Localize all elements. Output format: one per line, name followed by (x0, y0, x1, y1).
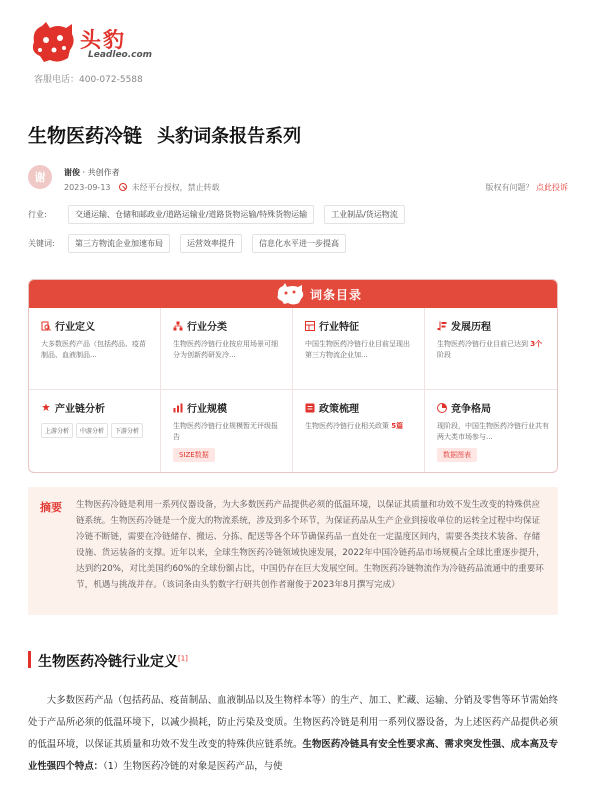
reference-marker[interactable]: [1] (178, 654, 188, 663)
abstract-text: 生物医药冷链是利用一系列仪器设备，为大多数医药产品提供必须的低温环境，以保证其质量和功效不发生改变的特殊供应链系统。生物医药冷链是一个庞大的物流系统，涉及到多个环节，为保证药品从生产企业到接收单位的运转全过程中均保证冷链不断链，需要在冷链储存、搬运、分拣、配送等各个环节确保药品一直处在一定温度区间内，需要各类技术装备、存储设施、货运装备的支撑。近年以来，全球生物医药冷链领域快速发展，2022年中国冷链药品市场规模占全球比重逐步提升，达到约20%，对比美国约60%的全球份额占比，中国仍存在巨大发展空间。生物医药冷链物流作为冷链药品流通中的重要环节，机遇与挑战并存。（该词条由头豹数字行研共创作者谢俊于2023年8月撰写完成） (76, 500, 545, 590)
toc-title: 词条目录 (310, 288, 363, 302)
policy-icon (305, 403, 315, 413)
chain-chips (41, 423, 152, 438)
table-of-contents (28, 279, 558, 473)
author-name-line (64, 167, 120, 178)
toc-item-label: 行业特征 (319, 322, 359, 333)
toc-desc-pre: 生物医药冷链行业相关政策 (305, 422, 392, 430)
leopard-logo-icon (28, 20, 76, 64)
toc-item-desc: 生物医药冷链行业规模暂无评级报告 (173, 422, 278, 441)
keyword-tag[interactable]: 运营效率提升 (180, 234, 242, 253)
toc-item-features[interactable] (293, 308, 425, 390)
toc-desc-highlight: 3个 (530, 340, 543, 348)
bar-chart-icon (173, 403, 183, 413)
toc-item-history[interactable] (425, 308, 557, 390)
copyright-notice: 未经平台授权，禁止转载 (131, 183, 220, 192)
no-entry-icon (119, 183, 127, 191)
report-link[interactable]: 点此投诉 (536, 183, 568, 192)
toc-item-heading (173, 400, 284, 415)
toc-item-heading (305, 400, 416, 415)
toc-item-policy[interactable] (293, 390, 425, 472)
toc-item-heading (173, 318, 284, 333)
toc-item-definition[interactable] (29, 308, 161, 390)
brand-name-cn: 头豹 (80, 28, 126, 52)
copyright-question: 版权有问题？ (485, 183, 534, 192)
toc-item-desc: 中国生物医药冷链行业目前呈现出第三方物流企业加... (305, 340, 410, 359)
industry-tag[interactable]: 工业制品/货运物流 (324, 205, 405, 224)
keyword-row (28, 233, 346, 253)
toc-item-heading (437, 400, 549, 415)
toc-item-heading (41, 318, 152, 333)
toc-item-label: 政策梳理 (319, 404, 359, 415)
industry-label: 行业: (28, 209, 47, 219)
hotline-text: 客服电话：400-072-5588 (34, 75, 143, 85)
keyword-tag[interactable]: 信息化水平进一步提高 (252, 234, 346, 253)
hierarchy-icon (173, 321, 183, 331)
toc-item-label: 竞争格局 (451, 404, 491, 415)
section-accent-bar (28, 651, 31, 668)
abstract-label: 摘要 (40, 501, 62, 514)
section-title (38, 651, 188, 671)
chart-data-badge[interactable]: 数据图表 (437, 448, 477, 462)
search-doc-icon (41, 321, 51, 331)
toc-item-chain[interactable] (29, 390, 161, 472)
publish-date: 2023-09-13 (64, 183, 111, 192)
author-name[interactable]: 谢俊 (64, 168, 80, 177)
toc-item-competition[interactable] (425, 390, 557, 472)
brand-name-en: Leadleo.com (88, 50, 153, 60)
keyword-tag[interactable]: 第三方物流企业加速布局 (68, 234, 170, 253)
author-role: · 共创作者 (80, 168, 120, 177)
section-title-text: 生物医药冷链行业定义 (38, 654, 178, 670)
toc-item-heading (305, 318, 416, 333)
size-data-badge[interactable]: SIZE数据 (173, 448, 215, 462)
body-paragraph (28, 690, 558, 778)
toc-item-heading (41, 400, 152, 415)
toc-item-label: 发展历程 (451, 322, 491, 333)
author-meta (64, 182, 220, 193)
author-row (28, 165, 568, 197)
toc-item-label: 行业定义 (55, 322, 95, 333)
toc-item-label: 行业分类 (187, 322, 227, 333)
toc-desc-highlight: 5篇 (391, 422, 404, 430)
brand-logo[interactable] (28, 20, 158, 65)
toc-item-desc: 现阶段，中国生物医药冷链行业共有两大类市场参与... (437, 422, 549, 441)
pie-icon (437, 403, 447, 413)
toc-desc-pre: 生物医药冷链行业目前已达到 (437, 340, 531, 348)
toc-desc-post: 阶段 (437, 350, 451, 359)
midstream-chip[interactable]: 中游分析 (76, 423, 108, 438)
body-text-tail: （1）生物医药冷链的对象是医药产品，与使 (103, 761, 283, 772)
toc-item-desc (305, 421, 416, 432)
timeline-icon (437, 321, 447, 331)
toc-item-label: 行业规模 (187, 404, 227, 415)
toc-item-scale[interactable] (161, 390, 293, 472)
body-text-main: 大多数医药产品（包括药品、疫苗制品、血液制品以及生物样本等）的生产、加工、贮藏、运输、分销及零售等环节需始终处于产品所必须的低温环境下，以减少损耗，防止污染及变质。生物医药冷链是利用一系列仪器设备，为上述医药产品提供必须的低温环境，以保证其质量和功效不发生改变的特殊供应链系统。 (28, 695, 558, 750)
leopard-logo-icon (275, 283, 305, 305)
grid-icon (305, 321, 315, 331)
downstream-chip[interactable]: 下游分析 (111, 423, 143, 438)
avatar[interactable]: 谢 (28, 165, 52, 189)
page-title (28, 121, 568, 153)
toc-header (29, 280, 557, 308)
title-main: 生物医药冷链 (28, 125, 143, 147)
title-sub: 头豹词条报告系列 (157, 125, 302, 147)
copyright-complaint (485, 182, 568, 193)
abstract-box (28, 487, 558, 615)
chain-icon (41, 403, 51, 413)
toc-grid (29, 308, 557, 472)
industry-row (28, 204, 405, 224)
keyword-label: 关键词: (28, 238, 55, 248)
toc-item-desc (437, 339, 549, 360)
body-text-bold: 生物医药冷链具有安全性要求高、需求突发性强、成本高及专业性强四个特点： (28, 739, 558, 772)
toc-item-label: 产业链分析 (55, 404, 105, 415)
upstream-chip[interactable]: 上游分析 (41, 423, 73, 438)
toc-item-classification[interactable] (161, 308, 293, 390)
toc-item-desc: 生物医药冷链行业按应用场景可细分为创新药研发冷... (173, 340, 278, 359)
toc-item-heading (437, 318, 549, 333)
industry-tag[interactable]: 交通运输、仓储和邮政业/道路运输业/道路货物运输/特殊货物运输 (68, 205, 314, 224)
toc-item-desc: 大多数医药产品（包括药品、疫苗制品、血液制品... (41, 340, 146, 359)
